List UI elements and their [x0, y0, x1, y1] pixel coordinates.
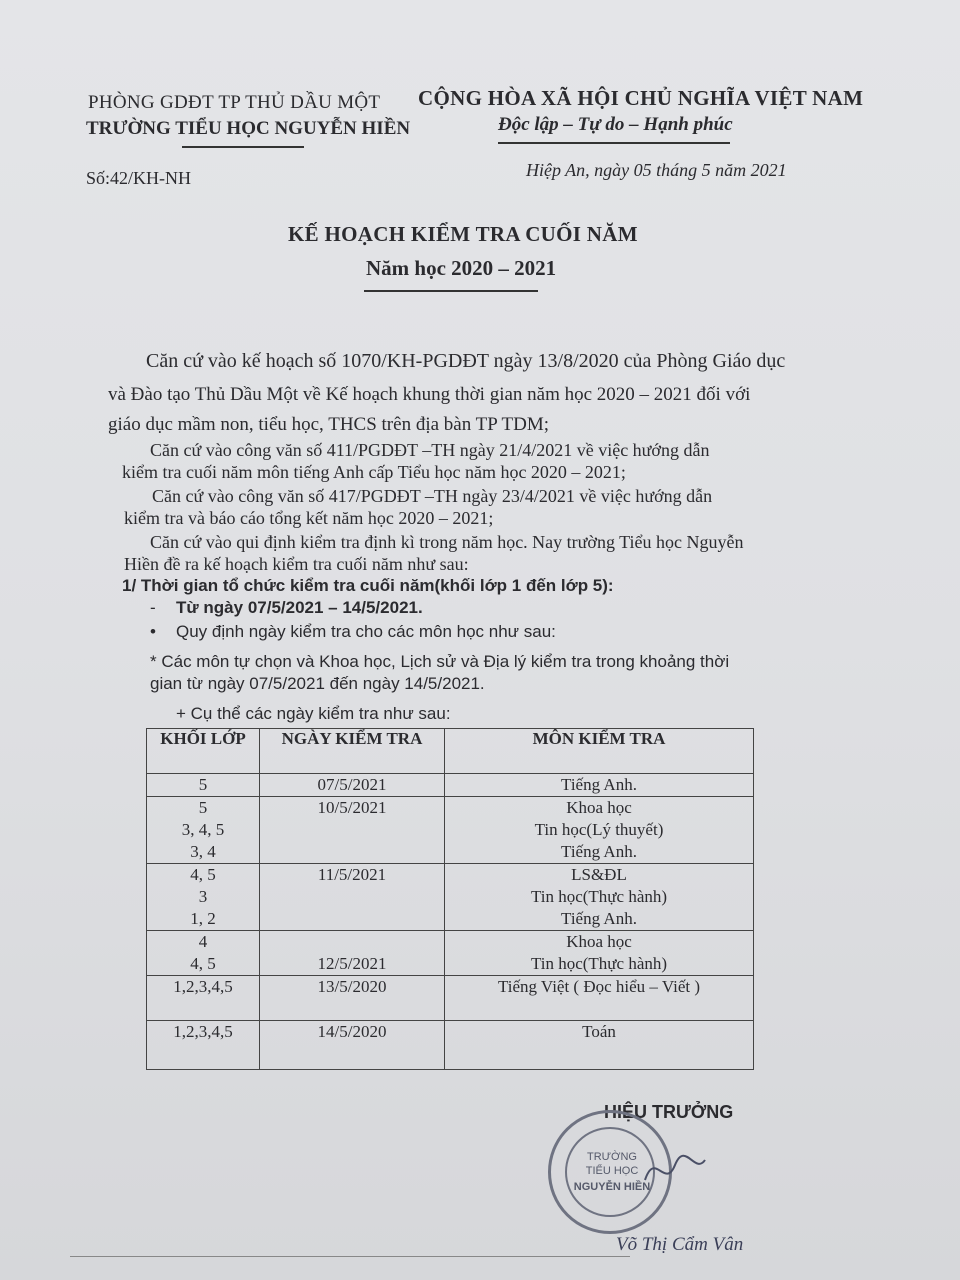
stamp-text: TRƯỜNG [587, 1151, 637, 1163]
department-name: PHÒNG GDĐT TP THỦ DẦU MỘT [88, 92, 381, 113]
paragraph-1-line-1: Căn cứ vào kế hoạch số 1070/KH-PGDĐT ngày 13/8/2020 của Phòng Giáo dục [146, 350, 786, 372]
grade-cell: 3 [198, 887, 208, 906]
paragraph-4-line-2: Hiền đề ra kế hoạch kiểm tra cuối năm như sau: [124, 554, 469, 574]
table-row [147, 931, 754, 976]
place-date: Hiệp An, ngày 05 tháng 5 năm 2021 [526, 160, 787, 180]
subject-cell: LS&ĐL [571, 865, 627, 884]
table-row [147, 774, 754, 797]
paragraph-3-line-1: Căn cứ vào công văn số 417/PGDĐT –TH ngày 23/4/2021 về việc hướng dẫn [152, 486, 713, 506]
school-name-underline [182, 146, 304, 148]
note-line-1: * Các môn tự chọn và Khoa học, Lịch sử và Địa lý kiểm tra trong khoảng thời [150, 652, 730, 671]
signature-title: HIỆU TRƯỞNG [604, 1102, 734, 1122]
table-intro: + Cụ thể các ngày kiểm tra như sau: [176, 704, 451, 723]
date-cell: 07/5/2021 [317, 775, 387, 794]
grade-cell: 5 [198, 775, 208, 794]
header-grade: KHỐI LỚP [147, 729, 260, 774]
table-row [147, 1021, 754, 1070]
subject-cell: Tiếng Việt ( Đọc hiểu – Viết ) [497, 977, 701, 996]
document-number: Số:42/KH-NH [86, 168, 192, 188]
paragraph-4-line-1: Căn cứ vào qui định kiểm tra định kì trong năm học. Nay trường Tiểu học Nguyễn [150, 532, 744, 552]
motto-underline [498, 142, 730, 144]
exam-rule: Quy định ngày kiểm tra cho các môn học như sau: [176, 622, 556, 641]
subject-cell: Tiếng Anh. [561, 775, 637, 794]
paragraph-1-line-3: giáo dục mầm non, tiểu học, THCS trên địa bàn TP TDM; [108, 414, 549, 435]
grade-cell: 4 [198, 932, 208, 951]
grade-cell: 4, 5 [190, 865, 216, 884]
stamp-text: NGUYỄN HIỀN [573, 1181, 651, 1193]
stamp-text: TIỂU HỌC [585, 1165, 639, 1177]
header-date: NGÀY KIỂM TRA [260, 729, 445, 774]
school-year-underline [364, 290, 538, 292]
grade-cell: 3, 4 [190, 842, 216, 861]
date-cell: 10/5/2021 [317, 798, 387, 817]
subject-cell: Khoa học [566, 932, 632, 951]
paragraph-2-line-2: kiểm tra cuối năm môn tiếng Anh cấp Tiểu học năm học 2020 – 2021; [122, 462, 626, 482]
exam-period: Từ ngày 07/5/2021 – 14/5/2021. [176, 598, 423, 617]
grade-cell: 3, 4, 5 [181, 820, 225, 839]
table-row [147, 864, 754, 931]
dash-marker: - [150, 598, 156, 617]
subject-cell: Khoa học [566, 798, 632, 817]
date-cell: 13/5/2020 [317, 977, 387, 996]
subject-cell: Tin học(Lý thuyết) [534, 820, 664, 839]
table-row [147, 976, 754, 1021]
date-cell: 11/5/2021 [317, 865, 387, 884]
national-motto: Độc lập – Tự do – Hạnh phúc [498, 114, 733, 135]
grade-cell: 5 [198, 798, 208, 817]
date-cell: 14/5/2020 [317, 1022, 387, 1041]
subject-cell: Toán [582, 1022, 616, 1041]
subject-cell: Tin học(Thực hành) [530, 887, 668, 906]
paragraph-2-line-1: Căn cứ vào công văn số 411/PGDĐT –TH ngày 21/4/2021 về việc hướng dẫn [150, 440, 710, 460]
national-title: CỘNG HÒA XÃ HỘI CHỦ NGHĨA VIỆT NAM [418, 86, 864, 110]
page-edge-line [70, 1256, 630, 1257]
grade-cell: 1,2,3,4,5 [173, 1022, 233, 1041]
table-header-row [147, 729, 754, 774]
grade-cell: 1,2,3,4,5 [173, 977, 233, 996]
date-cell: 12/5/2021 [317, 954, 387, 973]
subject-cell: Tiếng Anh. [561, 842, 637, 861]
bullet-marker: • [150, 622, 156, 641]
grade-cell: 4, 5 [190, 954, 216, 973]
paragraph-1-line-2: và Đào tạo Thủ Dầu Một về Kế hoạch khung thời gian năm học 2020 – 2021 đối với [108, 384, 751, 405]
paragraph-3-line-2: kiểm tra và báo cáo tổng kết năm học 2020 – 2021; [124, 508, 494, 528]
section-1-heading: 1/ Thời gian tổ chức kiểm tra cuối năm(khối lớp 1 đến lớp 5): [122, 576, 614, 595]
subject-cell: Tin học(Thực hành) [530, 954, 668, 973]
grade-cell: 1, 2 [190, 909, 216, 928]
header-subject: MÔN KIỂM TRA [445, 729, 754, 774]
school-year: Năm học 2020 – 2021 [366, 256, 557, 280]
note-line-2: gian từ ngày 07/5/2021 đến ngày 14/5/2021. [150, 674, 485, 693]
table-row [147, 797, 754, 864]
signer-name: Võ Thị Cẩm Vân [616, 1234, 744, 1255]
school-name: TRƯỜNG TIỂU HỌC NGUYỄN HIỀN [86, 118, 411, 139]
document-title: KẾ HOẠCH KIỂM TRA CUỐI NĂM [288, 222, 638, 246]
handwritten-signature [640, 1140, 710, 1200]
exam-schedule-table [146, 728, 754, 1070]
subject-cell: Tiếng Anh. [561, 909, 637, 928]
